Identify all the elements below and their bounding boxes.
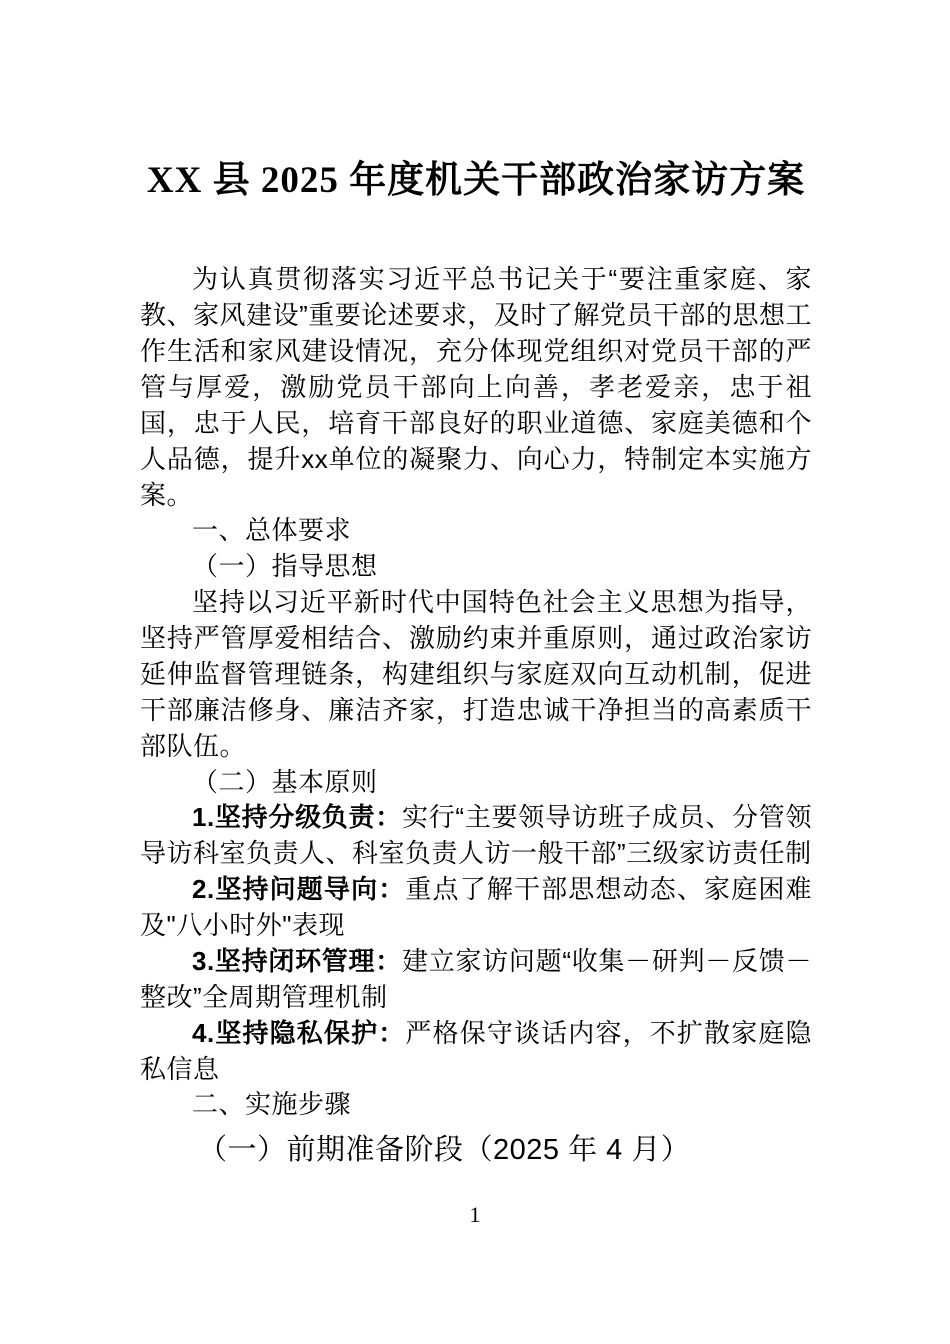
paragraph: 一、总体要求 <box>192 515 352 546</box>
paragraph-lead: 3.坚持闭环管理： <box>192 945 402 976</box>
paragraph: 1.坚持分级负责：实行“主要领导访班子成员、分管领导访科室负责人、科室负责人访一般干部”三级家访责任制 <box>140 802 812 869</box>
paragraph: （一）指导思想 <box>192 551 378 582</box>
document-title: XX 县 2025 年度机关干部政治家访方案 <box>146 160 806 201</box>
paragraph: 3.坚持闭环管理：建立家访问题“收集－研判－反馈－整改”全周期管理机制 <box>140 945 812 1012</box>
paragraph-lead: 1.坚持分级负责： <box>192 802 402 833</box>
paragraph: （一）前期准备阶段（2025 年 4 月） <box>198 1134 691 1167</box>
paragraph-lead: 4.坚持隐私保护： <box>192 1017 406 1048</box>
page-number: 1 <box>469 1202 481 1227</box>
paragraph: 2.坚持问题导向：重点了解干部思想动态、家庭困难及"八小时外"表现 <box>140 874 812 940</box>
paragraph: （二）基本原则 <box>192 766 378 797</box>
paragraph-lead: 2.坚持问题导向： <box>192 874 406 905</box>
paragraph: 为认真贯彻落实习近平总书记关于“要注重家庭、家教、家风建设”重要论述要求，及时了解党员干部的思想工作生活和家风建设情况，充分体现党组织对党员干部的严管与厚爱，激励党员干部向上向善，孝老爱亲，忠于祖国，忠于人民，培育干部良好的职业道德、家庭美德和个人品德，提升xx单位的凝聚力、向心力，特制定本实施方案。 <box>140 264 812 510</box>
paragraph: 坚持以习近平新时代中国特色社会主义思想为指导，坚持严管厚爱相结合、激励约束并重原则，通过政治家访延伸监督管理链条，构建组织与家庭双向互动机制，促进干部廉洁修身、廉洁齐家，打造忠诚干净担当的高素质干部队伍。 <box>140 587 812 761</box>
paragraph: 4.坚持隐私保护：严格保守谈话内容，不扩散家庭隐私信息 <box>140 1017 812 1084</box>
paragraph: 二、实施步骤 <box>192 1089 352 1120</box>
document-body <box>140 262 812 1169</box>
